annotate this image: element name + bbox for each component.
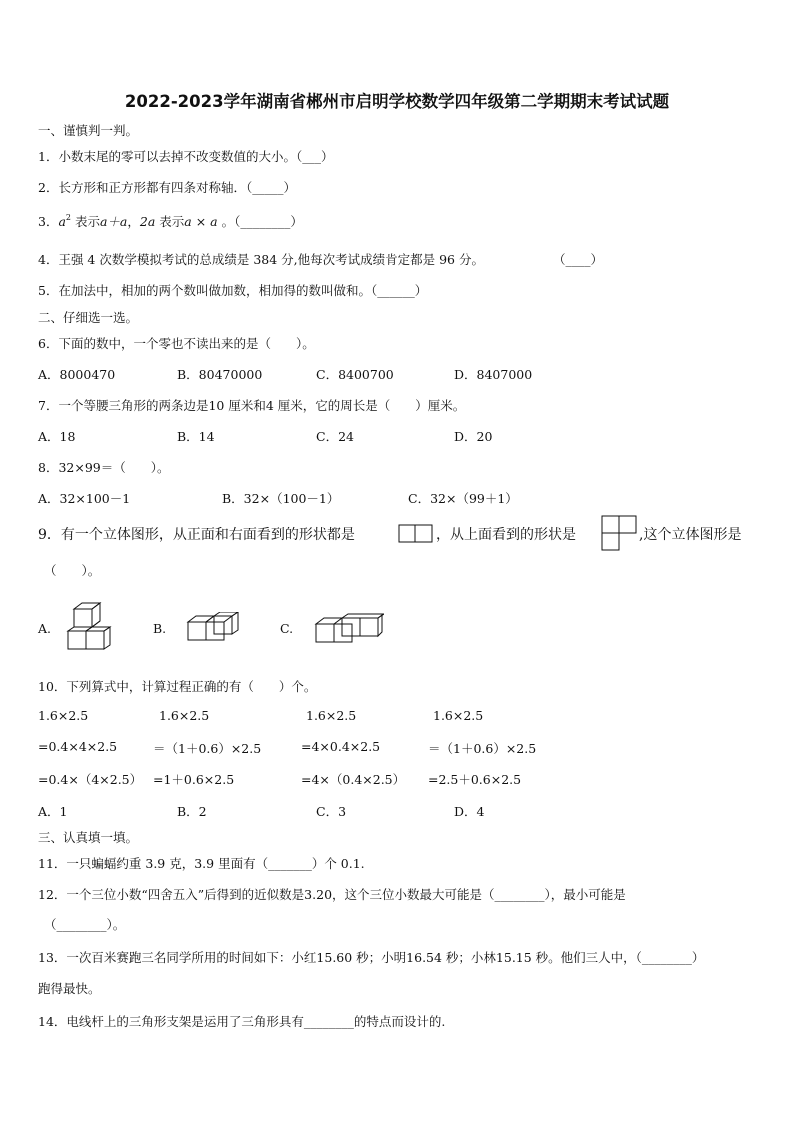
q10-col4-row3: =2.5＋0.6×2.5 bbox=[428, 772, 522, 787]
q10-option-a: A．1 bbox=[38, 804, 68, 819]
question-11: 11．一只蝙蝠约重 3.9 克，3.9 里面有（_______）个 0.1. bbox=[38, 856, 365, 871]
q3-text-1: 表示 bbox=[71, 214, 100, 229]
q9-option-c-label: C. bbox=[280, 621, 294, 636]
q8-option-c: C．32×（99＋1） bbox=[408, 491, 518, 506]
question-2: 2．长方形和正方形都有四条对称轴．（_____） bbox=[38, 180, 296, 195]
q9-option-a-label: A. bbox=[38, 621, 52, 636]
q10-option-d: D．4 bbox=[454, 804, 485, 819]
q10-col1-row2: =0.4×4×2.5 bbox=[38, 739, 118, 754]
question-9-part-3: ,这个立体图形是 bbox=[639, 527, 742, 543]
q3-expr-1: a＋a bbox=[99, 214, 128, 229]
q10-col3-row3: =4×（0.4×2.5） bbox=[301, 772, 406, 787]
q6-option-c: C．8400700 bbox=[316, 367, 394, 382]
question-4-blank: （____） bbox=[553, 252, 604, 267]
question-4: 4．王强 4 次数学模拟考试的总成绩是 384 分,他每次考试成绩肯定都是 96 分。 bbox=[38, 252, 484, 267]
q3-power-exponent: 2 bbox=[65, 213, 71, 222]
q6-option-d: D．8407000 bbox=[454, 367, 533, 382]
q6-option-b: B．80470000 bbox=[177, 367, 263, 382]
q9-option-c-cubes-figure bbox=[314, 612, 384, 644]
question-5: 5．在加法中，相加的两个数叫做加数，相加得的数叫做和。（______） bbox=[38, 283, 428, 298]
q9-option-b-label: B. bbox=[153, 621, 167, 636]
q10-col2-row1: 1.6×2.5 bbox=[159, 708, 210, 723]
section-heading-2: 二、仔细选一选。 bbox=[38, 310, 139, 325]
question-13-line-2: 跑得最快。 bbox=[38, 981, 101, 996]
section-heading-3: 三、认真填一填。 bbox=[38, 830, 139, 845]
question-12-line-2: （________）。 bbox=[44, 917, 126, 932]
q6-option-a: A．8000470 bbox=[38, 367, 116, 382]
q10-col4-row2: ＝（1＋0.6）×2.5 bbox=[428, 741, 537, 756]
question-9-part-1: 9．有一个立体图形，从正面和右面看到的形状都是 bbox=[38, 527, 355, 543]
q8-option-a: A．32×100－1 bbox=[38, 491, 131, 506]
question-9-part-2: ，从上面看到的形状是 bbox=[436, 527, 576, 543]
q7-option-c: C．24 bbox=[316, 429, 354, 444]
q10-option-c: C．3 bbox=[316, 804, 347, 819]
q10-col3-row2: =4×0.4×2.5 bbox=[301, 739, 381, 754]
q10-col1-row1: 1.6×2.5 bbox=[38, 708, 89, 723]
question-1: 1．小数末尾的零可以去掉不改变数值的大小。（___） bbox=[38, 149, 334, 164]
question-7: 7．一个等腰三角形的两条边是10 厘米和4 厘米，它的周长是（ ）厘米。 bbox=[38, 398, 466, 413]
q9-option-b-cubes-figure bbox=[186, 612, 242, 644]
q10-col2-row2: ＝（1＋0.6）×2.5 bbox=[153, 741, 262, 756]
q3-power-base: a bbox=[58, 214, 66, 229]
q3-tail: 。（________） bbox=[217, 214, 303, 229]
question-3 bbox=[38, 212, 303, 230]
question-14: 14．电线杆上的三角形支架是运用了三角形具有________的特点而设计的. bbox=[38, 1014, 446, 1029]
question-9-answer-blank: （ ）。 bbox=[44, 563, 101, 578]
page-title: 2022-2023学年湖南省郴州市启明学校数学四年级第二学期期末考试试题 bbox=[124, 92, 670, 111]
front-view-two-squares-icon bbox=[398, 524, 434, 544]
q7-option-a: A．18 bbox=[38, 429, 76, 444]
q10-col4-row1: 1.6×2.5 bbox=[433, 708, 484, 723]
q10-col3-row1: 1.6×2.5 bbox=[306, 708, 357, 723]
q10-col1-row3: =0.4×（4×2.5） bbox=[38, 772, 143, 787]
question-12-line-1: 12．一个三位小数“四舍五入”后得到的近似数是3.20，这个三位小数最大可能是（________），最小可能是 bbox=[38, 887, 626, 902]
q3-expr-2: 2a bbox=[139, 214, 156, 229]
q3-text-2: 表示 bbox=[155, 214, 185, 229]
q10-col2-row3: =1＋0.6×2.5 bbox=[153, 772, 235, 787]
question-6: 6．下面的数中，一个零也不读出来的是（ ）。 bbox=[38, 336, 315, 351]
question-8: 8．32×99＝（ ）。 bbox=[38, 460, 170, 475]
q9-option-a-cubes-figure bbox=[62, 601, 122, 653]
question-3-number: 3． bbox=[38, 214, 59, 229]
q3-expr-3: a × a bbox=[184, 214, 218, 229]
q7-option-b: B．14 bbox=[177, 429, 215, 444]
question-13-line-1: 13．一次百米赛跑三名同学所用的时间如下：小红15.60 秒；小明16.54 秒；小林15.15 秒。他们三人中，（________） bbox=[38, 950, 705, 965]
q8-option-b: B．32×（100－1） bbox=[222, 491, 340, 506]
q7-option-d: D．20 bbox=[454, 429, 493, 444]
section-heading-1: 一、谨慎判一判。 bbox=[38, 123, 139, 138]
question-10: 10．下列算式中，计算过程正确的有（ ）个。 bbox=[38, 679, 317, 694]
q10-option-b: B．2 bbox=[177, 804, 207, 819]
q3-separator: ， bbox=[127, 214, 140, 229]
top-view-three-squares-icon bbox=[601, 515, 639, 551]
